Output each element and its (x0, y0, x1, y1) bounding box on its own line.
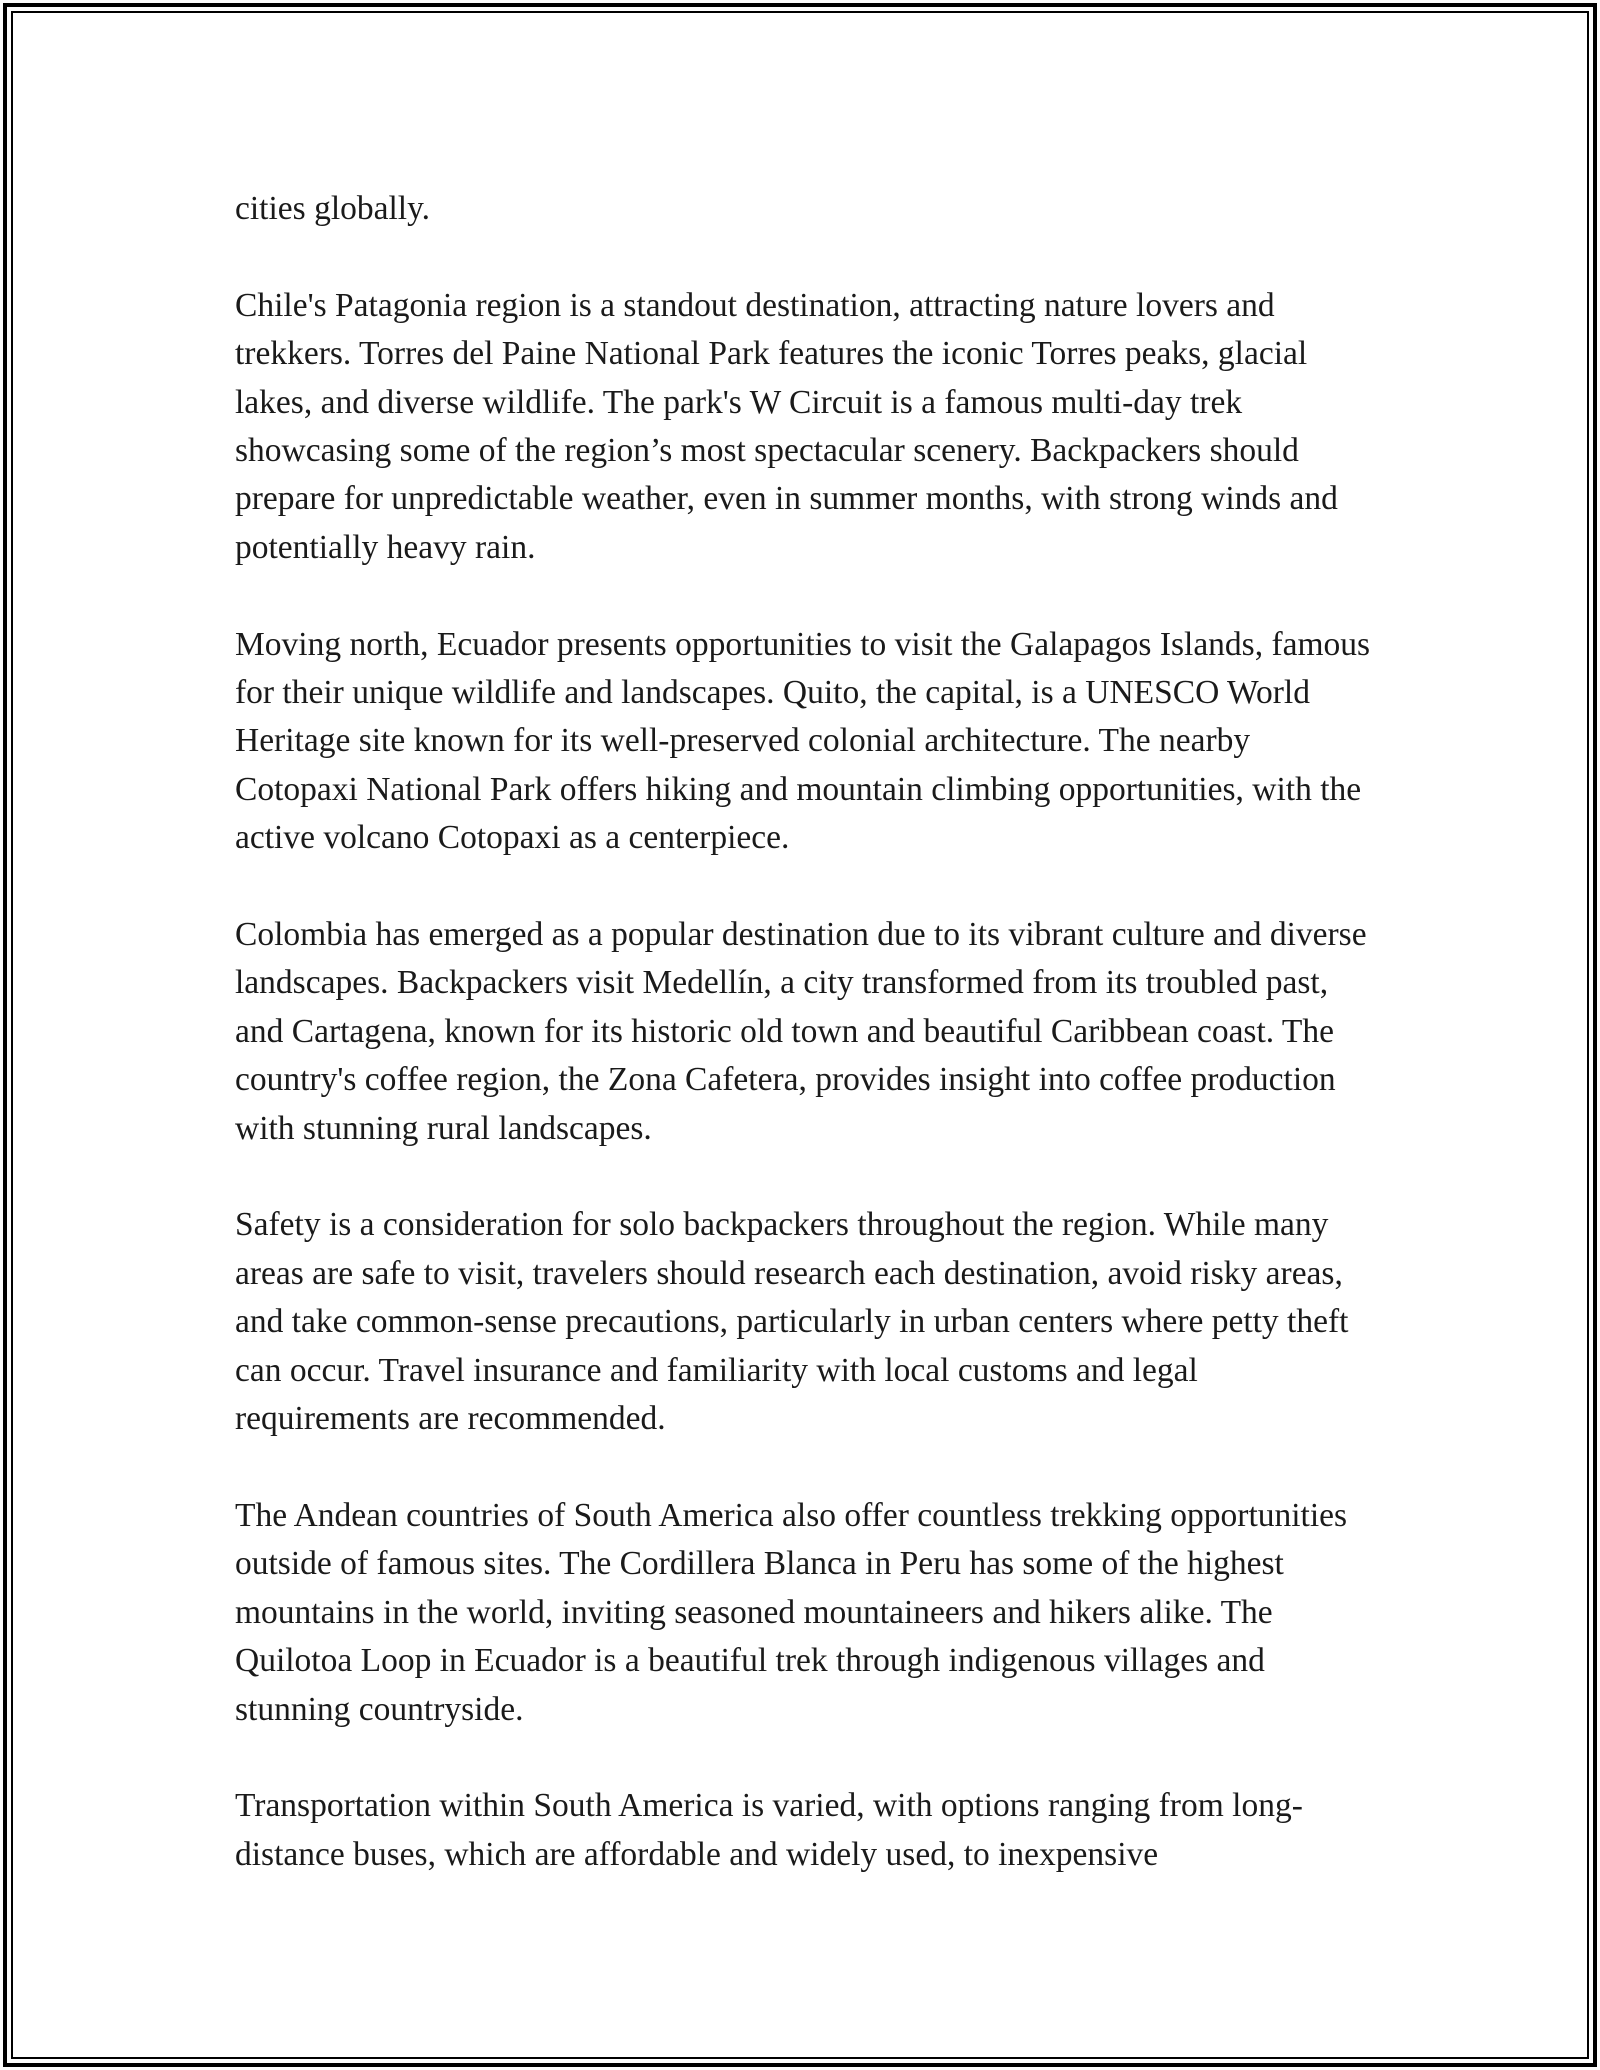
paragraph-transportation: Transportation within South America is varied, with options ranging from long-distance buses, which are affordable and widely used, to inexpensive (235, 1787, 1303, 1873)
paragraph-andean-trekking: The Andean countries of South America also offer countless trekking opportunities outside of famous sites. The Cordillera Blanca in Peru has some of the highest mountains in the world, inviting seasoned mountaineers and hikers alike. The Quilotoa Loop in Ecuador is a beautiful trek through indigenous villages and stunning countryside. (235, 1496, 1348, 1728)
paragraph-chile-patagonia: Chile's Patagonia region is a standout destination, attracting nature lovers and trekkers. Torres del Paine National Park features the iconic Torres peaks, glacial lakes, and diverse wildlife. The park's W Circuit is a famous multi-day trek showcasing some of the region’s most spectacular scenery. Backpackers should prepare for unpredictable weather, even in summer months, with strong winds and potentially heavy rain. (235, 286, 1338, 566)
paragraph-safety: Safety is a consideration for solo backpackers throughout the region. While many areas are safe to visit, travelers should research each destination, avoid risky areas, and take common-sense precautions, particularly in urban centers where petty theft can occur. Travel insurance and familiarity with local customs and legal requirements are recommended. (235, 1206, 1349, 1438)
document-body (235, 185, 1375, 1879)
paragraph-continuation: cities globally. (235, 190, 431, 227)
paragraph-colombia: Colombia has emerged as a popular destination due to its vibrant culture and diverse landscapes. Backpackers visit Medellín, a city transformed from its troubled past, and Cartagena, known for its historic old town and beautiful Caribbean coast. The country's coffee region, the Zona Cafetera, provides insight into coffee production with stunning rural landscapes. (235, 916, 1367, 1147)
paragraph-ecuador: Moving north, Ecuador presents opportunities to visit the Galapagos Islands, famous for their unique wildlife and landscapes. Quito, the capital, is a UNESCO World Heritage site known for its well-preserved colonial architecture. The nearby Cotopaxi National Park offers hiking and mountain climbing opportunities, with the active volcano Cotopaxi as a centerpiece. (235, 625, 1371, 857)
